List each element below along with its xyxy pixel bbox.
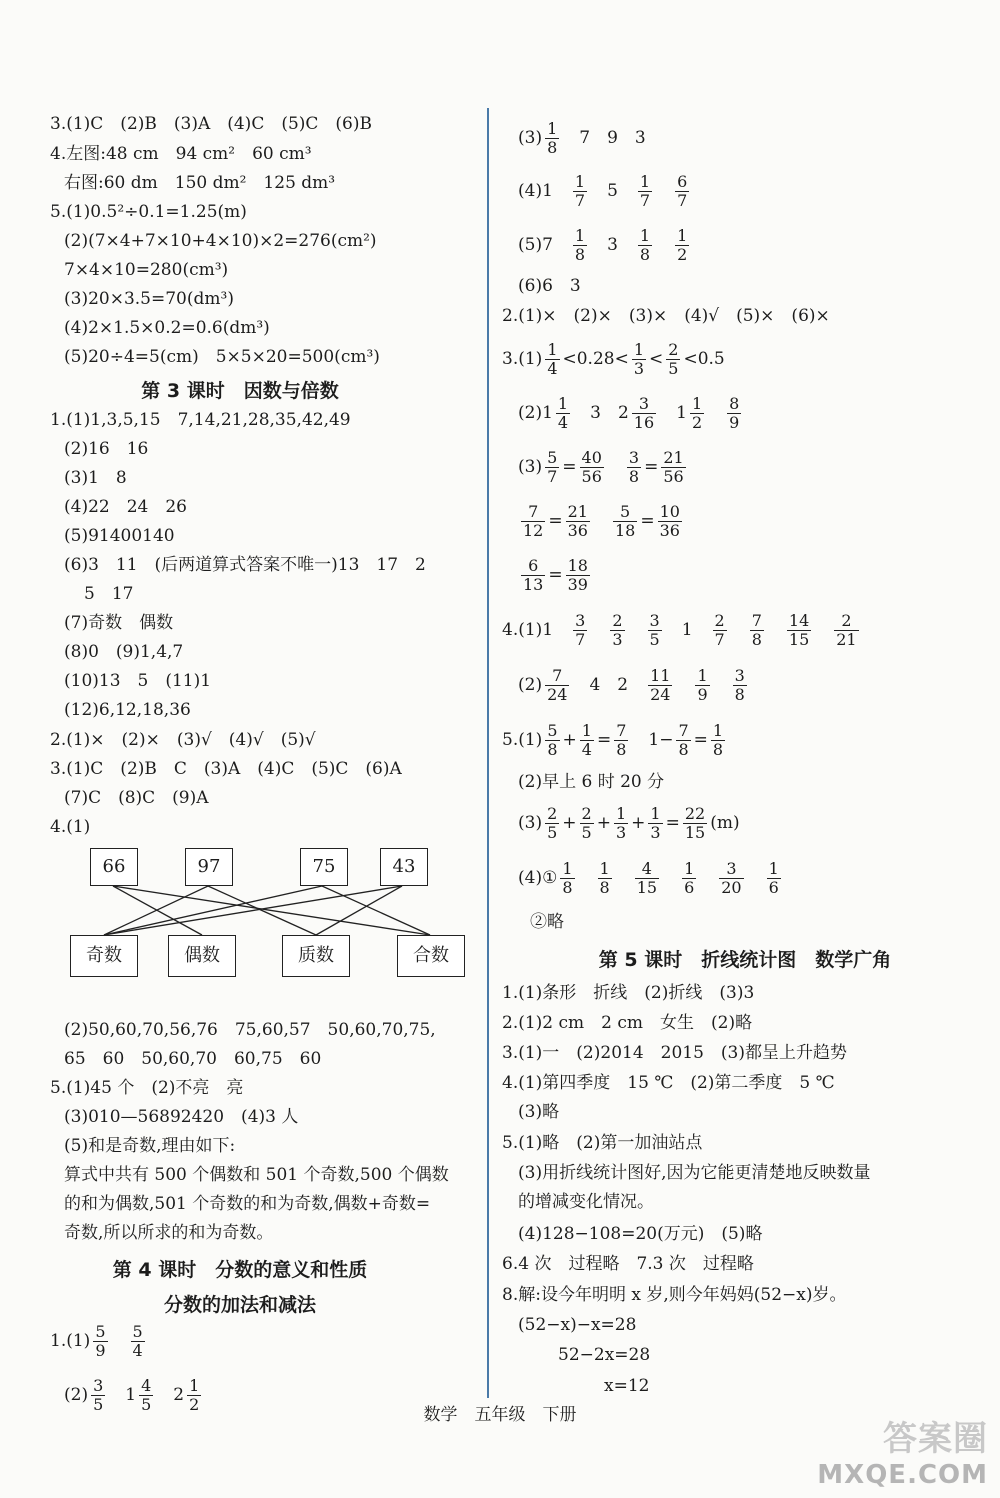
answer-line: 奇数,所以所求的和为奇数。 bbox=[64, 1223, 274, 1243]
answer-line: (4)22 24 26 bbox=[64, 497, 187, 517]
q-label: (2) bbox=[64, 1385, 89, 1405]
fraction: $\frac{3}{5}$ bbox=[93, 1376, 104, 1414]
answer-line: 6.4 次 过程略 7.3 次 过程略 bbox=[502, 1254, 754, 1274]
category-box-composite: 合数 bbox=[397, 935, 465, 977]
answer-line: (3) $\frac{2}{5}$ + $\frac{2}{5}$ + $\frac{1}{3}$ + $\frac{1}{3}$ = $\frac{22}{15}$ (m) bbox=[518, 804, 740, 842]
answer-line: 2.(1)× (2)× (3)× (4)√ (5)× (6)× bbox=[502, 306, 830, 326]
answer-line: 4.(1)第四季度 15 ℃ (2)第二季度 5 ℃ bbox=[502, 1073, 835, 1093]
answer-line: $\frac{7}{12}$ = $\frac{21}{36}$ $\frac{5}{18}$ = $\frac{10}{36}$ bbox=[523, 502, 680, 540]
answer-line: (10)13 5 (11)1 bbox=[64, 671, 212, 691]
answer-line: 1.(1)1,3,5,15 7,14,21,28,35,42,49 bbox=[50, 410, 351, 430]
q-label: 1.(1) bbox=[50, 1331, 91, 1351]
equation-line: 52−2x=28 bbox=[558, 1345, 651, 1365]
match-line bbox=[104, 886, 208, 935]
answer-line: (6)3 11 (后两道算式答案不唯一)13 17 2 bbox=[64, 555, 426, 575]
section-subheading: 分数的加法和减法 bbox=[163, 1294, 316, 1316]
answer-line: (3)20×3.5=70(dm³) bbox=[64, 289, 234, 309]
answer-line: (3)1 8 bbox=[64, 468, 127, 488]
number-box: 75 bbox=[300, 848, 348, 886]
answer-line: 2.(1)× (2)× (3)√ (4)√ (5)√ bbox=[50, 730, 316, 750]
answer-line: (2)1 $\frac{1}{4}$ 3 2 $\frac{3}{16}$ 1 $\frac{1}{2}$ $\frac{8}{9}$ bbox=[518, 394, 740, 432]
answer-line: (12)6,12,18,36 bbox=[64, 700, 191, 720]
answer-line: 算式中共有 500 个偶数和 501 个奇数,500 个偶数 bbox=[64, 1165, 449, 1185]
match-line bbox=[113, 886, 430, 935]
answer-line: (7)C (8)C (9)A bbox=[64, 788, 209, 808]
fraction: $\frac{5}{4}$ bbox=[132, 1322, 143, 1360]
page-footer: 数学 五年级 下册 bbox=[423, 1405, 577, 1425]
answer-line: (2) $\frac{3}{5}$ 1 $\frac{4}{5}$ 2 $\frac{1}{2}$ bbox=[64, 1376, 200, 1414]
column-divider bbox=[487, 108, 489, 1398]
answer-line: 8.解:设今年明明 x 岁,则今年妈妈(52−x)岁。 bbox=[502, 1285, 847, 1305]
answer-line: 5.(1) $\frac{5}{8}$ + $\frac{1}{4}$ = $\frac{7}{8}$ 1− $\frac{7}{8}$ = $\frac{1}{8}$ bbox=[502, 721, 724, 759]
equation-line: x=12 bbox=[604, 1376, 650, 1396]
fraction: $\frac{1}{2}$ bbox=[189, 1376, 200, 1414]
category-box-odd: 奇数 bbox=[70, 935, 138, 977]
answer-line: (2)(7×4+7×10+4×10)×2=276(cm²) bbox=[64, 231, 377, 251]
answer-line: 2.(1)2 cm 2 cm 女生 (2)略 bbox=[502, 1013, 753, 1033]
answer-line: (3)略 bbox=[518, 1102, 560, 1122]
answer-line: (5)7 $\frac{1}{8}$ 3 $\frac{1}{8}$ $\frac{1}{2}$ bbox=[518, 226, 688, 264]
number-box: 43 bbox=[380, 848, 428, 886]
answer-line: (6)6 3 bbox=[518, 276, 581, 296]
answer-line: 65 60 50,60,70 60,75 60 bbox=[64, 1049, 322, 1069]
answer-line: 3.(1)一 (2)2014 2015 (3)都呈上升趋势 bbox=[502, 1043, 847, 1063]
answer-line: 的和为偶数,501 个奇数的和为奇数,偶数+奇数= bbox=[64, 1194, 431, 1214]
answer-line: (3)用折线统计图好,因为它能更清楚地反映数量 bbox=[518, 1163, 871, 1183]
answer-line: (2)50,60,70,56,76 75,60,57 50,60,70,75, bbox=[64, 1020, 436, 1040]
answer-line: 7×4×10=280(cm³) bbox=[64, 260, 229, 280]
answer-line: (7)奇数 偶数 bbox=[64, 613, 174, 633]
answer-line: (3)010—56892420 (4)3 人 bbox=[64, 1107, 299, 1127]
answer-line: (3) $\frac{5}{7}$ = $\frac{40}{56}$ $\frac{3}{8}$ = $\frac{21}{56}$ bbox=[518, 448, 684, 486]
answer-line: 4.(1)1 $\frac{3}{7}$ $\frac{2}{3}$ $\frac{3}{5}$ 1 $\frac{2}{7}$ $\frac{7}{8}$ $\frac{14}{15}$ $\frac{2}{21}$ bbox=[502, 611, 857, 649]
fraction: $\frac{5}{9}$ bbox=[95, 1322, 106, 1360]
category-box-prime: 质数 bbox=[282, 935, 350, 977]
match-line bbox=[104, 886, 322, 935]
answer-line: (8)0 (9)1,4,7 bbox=[64, 642, 184, 662]
answer-line: (2)早上 6 时 20 分 bbox=[518, 772, 665, 792]
answer-line: (2) $\frac{7}{24}$ 4 2 $\frac{11}{24}$ $\frac{1}{9}$ $\frac{3}{8}$ bbox=[518, 666, 745, 704]
answer-line: 3.(1)C (2)B C (3)A (4)C (5)C (6)A bbox=[50, 759, 402, 779]
equation-line: (52−x)−x=28 bbox=[518, 1315, 637, 1335]
answer-line: 3.(1)C (2)B (3)A (4)C (5)C (6)B bbox=[50, 114, 372, 134]
answer-line: 4.左图:48 cm 94 cm² 60 cm³ bbox=[50, 144, 312, 164]
answer-line: 3.(1) $\frac{1}{4}$ <0.28< $\frac{1}{3}$ < $\frac{2}{5}$ <0.5 bbox=[502, 340, 725, 378]
answer-line: (4)2×1.5×0.2=0.6(dm³) bbox=[64, 318, 270, 338]
number-box: 66 bbox=[90, 848, 138, 886]
answer-line: (5)91400140 bbox=[64, 526, 175, 546]
matching-lines-diagram bbox=[0, 0, 480, 990]
section-heading: 第 5 课时 折线统计图 数学广角 bbox=[598, 949, 892, 971]
category-box-even: 偶数 bbox=[168, 935, 236, 977]
answer-line: (3) $\frac{1}{8}$ 7 9 3 bbox=[518, 119, 646, 157]
answer-line: (4)① $\frac{1}{8}$ $\frac{1}{8}$ $\frac{4}{15}$ $\frac{1}{6}$ $\frac{3}{20}$ $\frac{1}{6}$ bbox=[518, 859, 779, 897]
answer-line: 5.(1)45 个 (2)不亮 亮 bbox=[50, 1078, 244, 1098]
answer-line: 5 17 bbox=[84, 584, 134, 604]
answer-line: (5)20÷4=5(cm) 5×5×20=500(cm³) bbox=[64, 347, 380, 367]
match-line bbox=[104, 886, 402, 935]
match-line bbox=[322, 886, 430, 935]
answer-line bbox=[50, 1318, 148, 1364]
answer-line: 右图:60 dm 150 dm² 125 dm³ bbox=[64, 173, 336, 193]
watermark-logo: 答案圈 MXQE.COM bbox=[817, 1419, 988, 1490]
answer-line: (4)1 $\frac{1}{7}$ 5 $\frac{1}{7}$ $\frac{6}{7}$ bbox=[518, 172, 688, 210]
fraction: $\frac{4}{5}$ bbox=[141, 1376, 152, 1414]
section-heading: 第 4 课时 分数的意义和性质 bbox=[112, 1259, 368, 1281]
answer-line: (4)128−108=20(万元) (5)略 bbox=[518, 1224, 763, 1244]
answer-line: 5.(1)0.5²÷0.1=1.25(m) bbox=[50, 202, 247, 222]
number-box: 97 bbox=[185, 848, 233, 886]
section-heading: 第 3 课时 因数与倍数 bbox=[141, 380, 339, 402]
answer-line: 1.(1)条形 折线 (2)折线 (3)3 bbox=[502, 983, 755, 1003]
answer-line: (2)16 16 bbox=[64, 439, 149, 459]
answer-line: (5)和是奇数,理由如下: bbox=[64, 1136, 236, 1156]
answer-line: $\frac{6}{13}$ = $\frac{18}{39}$ bbox=[523, 556, 588, 594]
answer-line: ②略 bbox=[530, 912, 564, 932]
match-line bbox=[208, 886, 316, 935]
answer-line: 4.(1) bbox=[50, 817, 91, 837]
answer-line: 的增减变化情况。 bbox=[518, 1192, 654, 1212]
answer-line: 5.(1)略 (2)第一加油站点 bbox=[502, 1133, 703, 1153]
